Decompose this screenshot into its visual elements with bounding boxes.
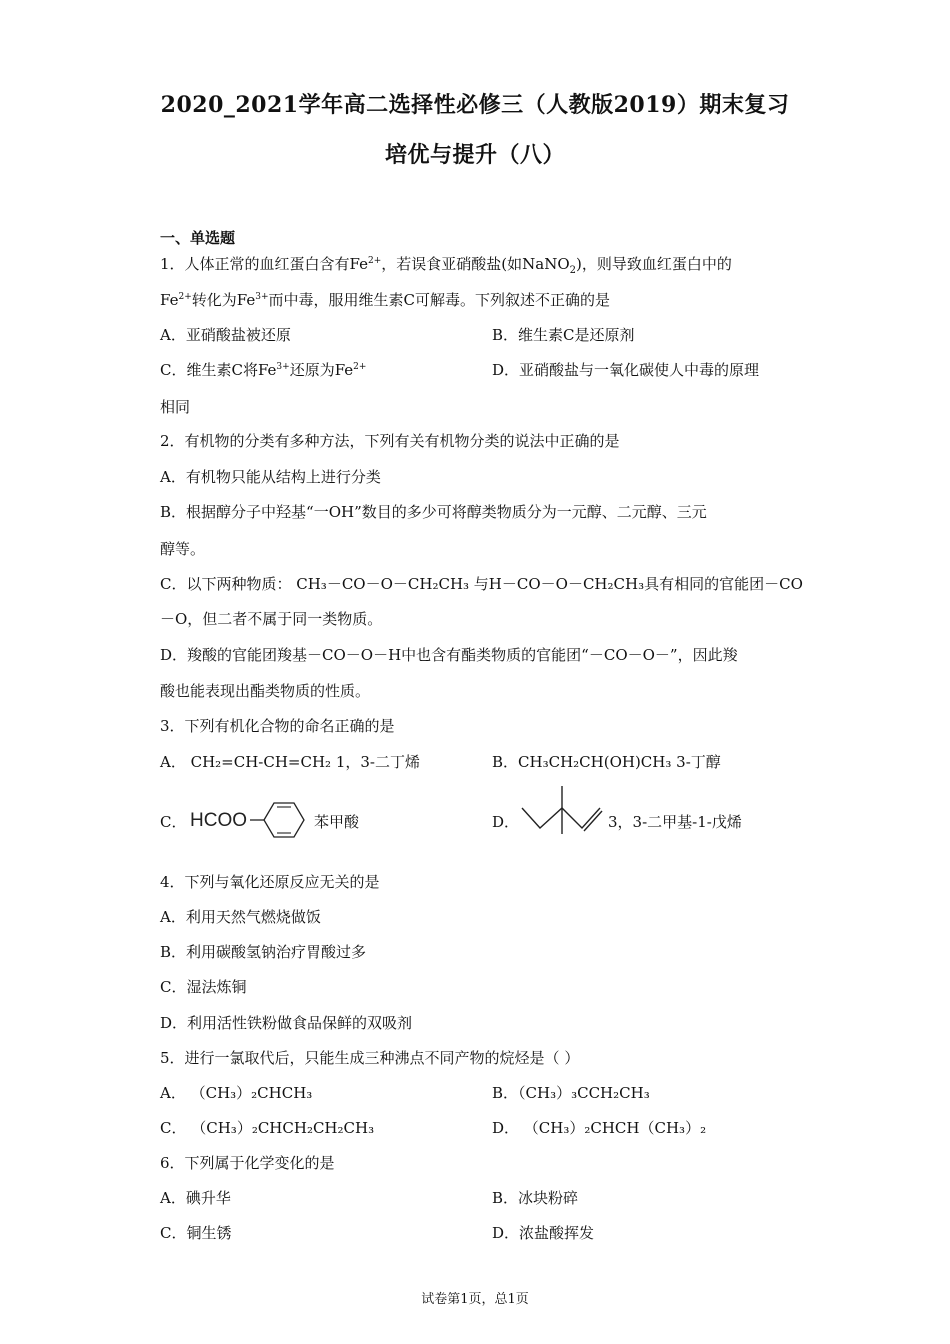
q2-option-c-cont: －O，但二者不属于同一类物质。 [160, 610, 383, 628]
q6-option-a: A．碘升华 [160, 1189, 231, 1207]
q1-option-d: D．亚硝酸盐与一氧化碳使人中毒的原理 [492, 361, 760, 379]
q1-option-b: B．维生素C是还原剂 [492, 326, 635, 344]
dimethylpentene-skeletal-icon [520, 784, 606, 840]
q5-stem: 5．进行一氯取代后，只能生成三种沸点不同产物的烷烃是（ ） [160, 1049, 580, 1067]
q3-stem: 3．下列有机化合物的命名正确的是 [160, 717, 395, 735]
q2-stem: 2．有机物的分类有多种方法，下列有关有机物分类的说法中正确的是 [160, 432, 620, 450]
q3-option-a: A． CH₂=CH-CH=CH₂ 1，3-二丁烯 [160, 753, 420, 771]
document-title-line2: 培优与提升（八） [384, 142, 565, 168]
q6-option-d: D．浓盐酸挥发 [492, 1224, 595, 1242]
q3-option-c-structure [190, 798, 310, 846]
q2-option-b-cont: 醇等。 [160, 540, 206, 558]
q6-stem: 6．下列属于化学变化的是 [160, 1154, 335, 1172]
q2-option-d-cont: 酸也能表现出酯类物质的性质。 [160, 682, 371, 700]
q5-option-d: D． （CH₃）₂CHCH（CH₃）₂ [492, 1119, 707, 1137]
q3-option-b: B．CH₃CH₂CH(OH)CH₃ 3-丁醇 [492, 753, 721, 771]
q6-option-b: B．冰块粉碎 [492, 1189, 579, 1207]
q3-option-d-name: 3，3-二甲基-1-戊烯 [608, 813, 742, 831]
q4-option-c: C．湿法炼铜 [160, 978, 247, 996]
q4-stem: 4．下列与氧化还原反应无关的是 [160, 873, 380, 891]
q4-option-d: D．利用活性铁粉做食品保鲜的双吸剂 [160, 1014, 413, 1032]
q1-option-a: A．亚硝酸盐被还原 [160, 326, 291, 344]
q1-stem-line2: $Fe^{2+}$转化为$Fe^{3+}$而中毒，服用维生素C可解毒。下列叙述不正确的是 [160, 291, 610, 309]
q3-c-formula-text: HCOO [190, 810, 247, 831]
page-footer: 试卷第1页，总1页 [421, 1292, 529, 1307]
q3-option-c-label: C． [160, 813, 187, 831]
q3-option-d-label: D． [492, 813, 520, 831]
q4-option-a: A．利用天然气燃烧做饭 [160, 908, 321, 926]
q2-option-b: B．根据醇分子中羟基“一OH”数目的多少可将醇类物质分为一元醇、二元醇、三元 [160, 503, 707, 521]
q2-option-a: A．有机物只能从结构上进行分类 [160, 468, 381, 486]
q1-stem: 1．人体正常的血红蛋白含有$Fe^{2+}$，若误食亚硝酸盐(如NaNO$_2$)，则导致血红蛋白中的 [160, 255, 732, 276]
q3-option-c-name: 苯甲酸 [314, 813, 360, 831]
q3-option-d-structure [520, 784, 606, 844]
q2-option-d: D．羧酸的官能团羧基－CO－O－H中也含有酯类物质的官能团“－CO－O－”，因此羧 [160, 646, 738, 664]
q1-option-d-cont: 相同 [160, 398, 191, 416]
q6-option-c: C．铜生锈 [160, 1224, 232, 1242]
q5-option-b: B．（CH₃）₃CCH₂CH₃ [492, 1084, 650, 1102]
section-heading: 一、单选题 [160, 229, 236, 247]
phenyl-formate-structure-icon [190, 798, 310, 842]
q1-option-c: C．维生素C将$Fe^{3+}$还原为$Fe^{2+}$ [160, 361, 367, 379]
document-title-line1: 2020_2021学年高二选择性必修三（人教版2019）期末复习 [160, 92, 790, 118]
q2-option-c: C．以下两种物质： CH₃－CO－O－CH₂CH₃ 与H－CO－O－CH₂CH₃具有相同的官能团－CO [160, 575, 803, 593]
q4-option-b: B．利用碳酸氢钠治疗胃酸过多 [160, 943, 367, 961]
q5-option-c: C． （CH₃）₂CHCH₂CH₂CH₃ [160, 1119, 375, 1137]
q5-option-a: A． （CH₃）₂CHCH₃ [160, 1084, 313, 1102]
